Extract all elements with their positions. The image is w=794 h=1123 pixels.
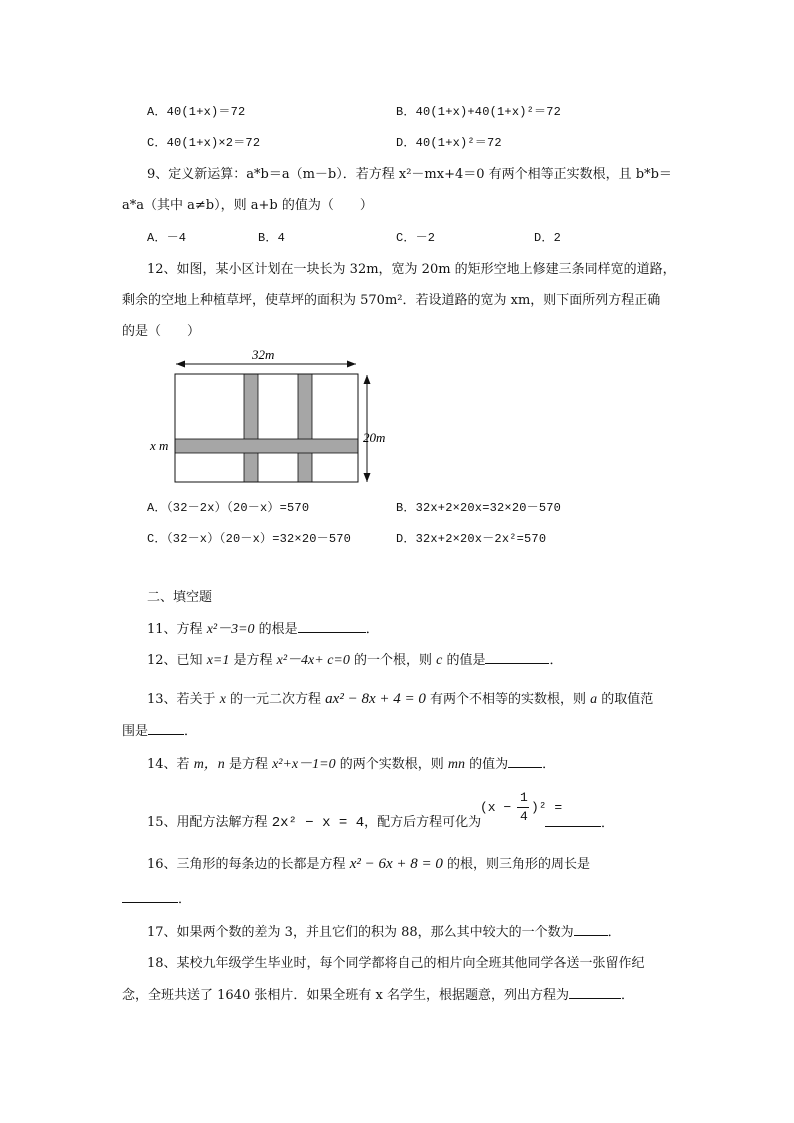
answer-blank [574,923,608,936]
fill-q17: 17、如果两个数的差为 3，并且它们的积为 88，那么其中较大的一个数为 ． [147,925,621,940]
q8-option-a: A．40(1+x)＝72 [147,105,246,119]
section-title: 二、填空题 [147,590,213,605]
arrow-up-icon [364,375,371,384]
fill-q13-line-2: 围是 ． [122,724,198,739]
fill-q18-line-1: 18、某校九年级学生毕业时，每个同学都将自己的相片向全班其他同学各送一张留作纪 [147,956,645,971]
road-width-label: x m [150,438,169,453]
fill-q12: 12、已知 x=1 是方程 x²－4x+ c=0 的一个根，则 c 的值是 ． [147,653,563,668]
q9-option-d: D．2 [534,231,562,245]
q8-option-d: D．40(1+x)²＝72 [396,136,502,150]
fill-q15: 15、用配方法解方程 2x² − x = 4，配方后方程可化为 [147,815,482,831]
q15-answer: ． [545,814,614,833]
road-vertical-1 [244,374,258,482]
fill-q16-line-2: ． [122,890,191,909]
height-label: 20m [363,430,386,445]
fill-q16-line-1: 16、三角形的每条边的长都是方程 x² − 6x + 8 = 0 的根，则三角形的周长是 [147,856,591,872]
q9-option-b: B．4 [258,231,286,245]
q9-option-c: C．－2 [396,231,436,245]
arrow-down-icon [364,473,371,482]
arrow-right-icon [347,361,356,368]
answer-blank [122,890,178,903]
q12-option-a: A．（32－2x）（20－x）=570 [147,501,310,515]
q12-line-3: 的是（ ） [122,324,201,339]
fill-q18-line-2: 念，全班共送了 1640 张相片．如果全班有 x 名学生，根据题意，列出方程为 ． [122,988,634,1003]
q12-option-d: D．32x+2×20x－2x²=570 [396,532,547,546]
answer-blank [508,755,542,768]
answer-blank [298,620,366,633]
fill-q11: 11、方程 x²－3=0 的根是 ． [147,622,379,637]
q8-option-c: C．40(1+x)×2＝72 [147,136,261,150]
field-rectangle [175,374,358,482]
answer-blank [545,814,601,827]
q8-option-b: B．40(1+x)+40(1+x)²＝72 [396,105,562,119]
road-diagram [140,342,390,492]
q12-line-1: 12、如图，某小区计划在一块长为 32m，宽为 20m 的矩形空地上修建三条同样宽的道路， [147,262,676,277]
answer-blank [485,651,549,664]
q9-line-1: 9、定义新运算：a*b＝a（m－b）．若方程 x²－mx+4＝0 有两个相等正实数根，且 b*b＝ [147,167,672,182]
q12-option-b: B．32x+2×20x=32×20－570 [396,501,562,515]
q12-option-c: C．（32－x）（20－x）=32×20－570 [147,532,352,546]
q12-line-2: 剩余的空地上种植草坪，使草坪的面积为 570m²．若设道路的宽为 xm，则下面所列方程正确 [122,293,661,308]
fill-q14: 14、若 m，n 是方程 x²+x－1=0 的两个实数根，则 mn 的值为 ． [147,757,556,772]
road-vertical-2 [298,374,312,482]
width-label: 32m [252,347,275,362]
road-horizontal [175,439,358,453]
arrow-left-icon [176,361,185,368]
answer-blank [148,722,184,735]
fill-q13-line-1: 13、若关于 x 的一元二次方程 ax² − 8x + 4 = 0 有两个不相等的实数根，则 a 的取值范 [147,691,654,707]
q9-option-a: A．－4 [147,231,187,245]
q9-line-2: a*a（其中 a≠b），则 a+b 的值为（ ） [122,198,373,213]
answer-blank [569,986,621,999]
